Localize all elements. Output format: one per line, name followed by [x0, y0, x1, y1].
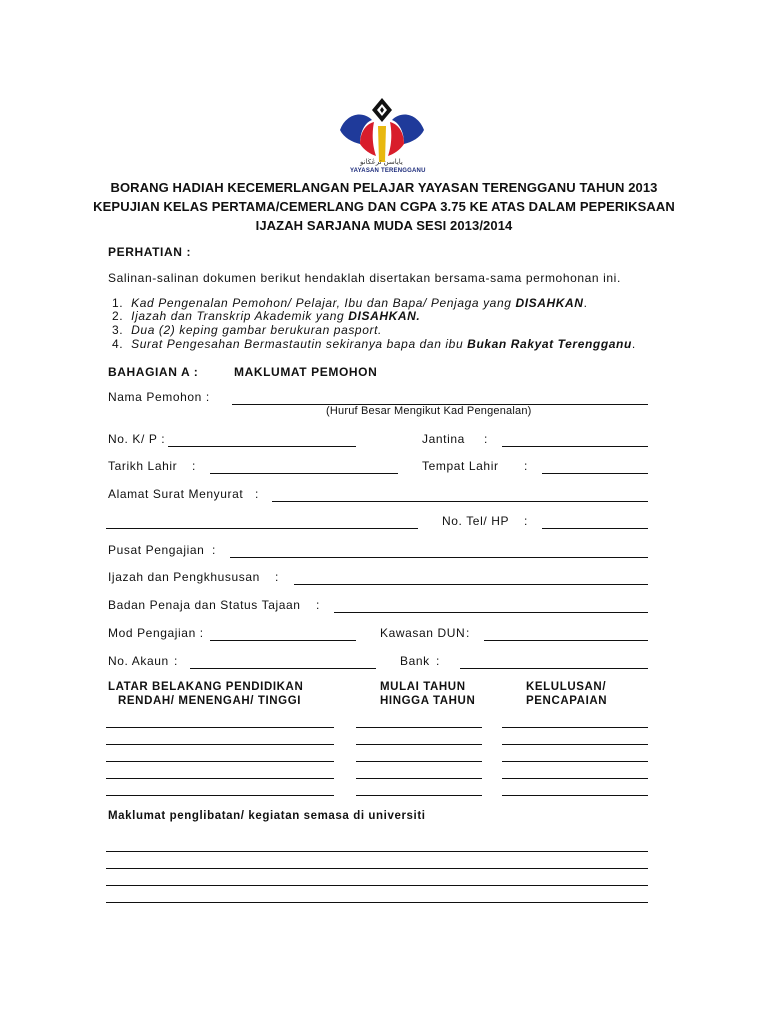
notice-item-2: [112, 309, 420, 323]
jantina-colon: :: [484, 432, 488, 446]
badan-penaja-label: Badan Penaja dan Status Tajaan: [108, 598, 301, 612]
no-kp-field[interactable]: [168, 446, 356, 447]
education-row-1-level-field[interactable]: [106, 727, 334, 728]
tempat-lahir-label: Tempat Lahir: [422, 459, 499, 473]
form-title-line-2: KEPUJIAN KELAS PERTAMA/CEMERLANG DAN CGPA 3.75 KE ATAS DALAM PEPERIKSAAN: [93, 199, 675, 214]
badan-penaja-colon: :: [316, 598, 320, 612]
notice-item-emphasis: DISAHKAN: [515, 296, 584, 310]
notice-item-text: Ijazah dan Transkrip Akademik yang: [131, 309, 349, 323]
education-row-5-level-field[interactable]: [106, 795, 334, 796]
activities-field-line-4[interactable]: [106, 902, 648, 903]
no-akaun-colon: :: [174, 654, 178, 668]
education-col3-header-line1: KELULUSAN/: [526, 681, 607, 693]
tempat-lahir-colon: :: [524, 459, 528, 473]
education-row-3-result-field[interactable]: [502, 761, 648, 762]
education-row-3-level-field[interactable]: [106, 761, 334, 762]
jantina-label: Jantina: [422, 432, 465, 446]
yayasan-terengganu-logo: [336, 96, 428, 178]
activities-field-line-2[interactable]: [106, 868, 648, 869]
notice-item-tail: .: [583, 296, 588, 310]
kawasan-dun-field[interactable]: [484, 640, 648, 641]
ijazah-colon: :: [275, 570, 279, 584]
education-row-1-year-field[interactable]: [356, 727, 482, 728]
alamat-colon: :: [255, 487, 259, 501]
form-title-line-3: IJAZAH SARJANA MUDA SESI 2013/2014: [255, 218, 513, 233]
pusat-pengajian-field[interactable]: [230, 557, 648, 558]
notice-item-text: Surat Pengesahan Bermastautin sekiranya bapa dan ibu: [131, 337, 468, 351]
education-col3-header-line2: PENCAPAIAN: [526, 695, 608, 707]
education-row-2-year-field[interactable]: [356, 744, 482, 745]
activities-heading: Maklumat penglibatan/ kegiatan semasa di universiti: [108, 810, 426, 822]
no-tel-label: No. Tel/ HP: [442, 514, 510, 528]
jantina-field[interactable]: [502, 446, 648, 447]
mod-pengajian-field[interactable]: [210, 640, 356, 641]
kawasan-dun-label: Kawasan DUN: [380, 626, 466, 640]
section-a-title: MAKLUMAT PEMOHON: [234, 365, 378, 379]
education-row-5-result-field[interactable]: [502, 795, 648, 796]
education-row-4-level-field[interactable]: [106, 778, 334, 779]
education-row-4-year-field[interactable]: [356, 778, 482, 779]
notice-item-4: [112, 337, 636, 351]
notice-item-number: 1.: [112, 296, 124, 310]
no-tel-colon: :: [524, 514, 528, 528]
alamat-field-line-1[interactable]: [272, 501, 648, 502]
badan-penaja-field[interactable]: [334, 612, 648, 613]
section-a-label: BAHAGIAN A :: [108, 365, 199, 379]
no-tel-field[interactable]: [542, 528, 648, 529]
pusat-pengajian-label: Pusat Pengajian: [108, 543, 205, 557]
pusat-pengajian-colon: :: [212, 543, 216, 557]
notice-item-emphasis: Bukan Rakyat Terengganu: [467, 337, 632, 351]
education-row-1-result-field[interactable]: [502, 727, 648, 728]
notice-item-tail: .: [631, 337, 636, 351]
nama-pemohon-label: Nama Pemohon :: [108, 390, 210, 404]
ijazah-field[interactable]: [294, 584, 648, 585]
education-row-5-year-field[interactable]: [356, 795, 482, 796]
education-row-3-year-field[interactable]: [356, 761, 482, 762]
tarikh-lahir-colon: :: [192, 459, 196, 473]
ijazah-label: Ijazah dan Pengkhususan: [108, 570, 260, 584]
tarikh-lahir-label: Tarikh Lahir: [108, 459, 178, 473]
kawasan-dun-colon: :: [466, 626, 470, 640]
notice-item-text: Dua (2) keping gambar berukuran pasport.: [131, 323, 382, 337]
activities-field-line-1[interactable]: [106, 851, 648, 852]
alamat-label: Alamat Surat Menyurat: [108, 487, 244, 501]
nama-pemohon-hint: (Huruf Besar Mengikut Kad Pengenalan): [326, 405, 532, 417]
mod-pengajian-label: Mod Pengajian :: [108, 626, 204, 640]
notice-item-number: 2.: [112, 309, 124, 323]
logo-caption: YAYASAN TERENGGANU: [350, 168, 426, 174]
education-col2-header-line2: HINGGA TAHUN: [380, 695, 476, 707]
no-akaun-field[interactable]: [190, 668, 376, 669]
education-col1-header-line2: RENDAH/ MENENGAH/ TINGGI: [118, 695, 302, 707]
notice-item-3: [112, 323, 382, 337]
no-kp-label: No. K/ P :: [108, 432, 166, 446]
education-row-2-level-field[interactable]: [106, 744, 334, 745]
bank-field[interactable]: [460, 668, 648, 669]
tempat-lahir-field[interactable]: [542, 473, 648, 474]
no-akaun-label: No. Akaun: [108, 654, 169, 668]
notice-item-number: 3.: [112, 323, 124, 337]
education-col2-header-line1: MULAI TAHUN: [380, 681, 466, 693]
logo-arabic-caption: ياياسن ترڠڬانو: [360, 159, 403, 166]
activities-field-line-3[interactable]: [106, 885, 648, 886]
notice-item-text: Kad Pengenalan Pemohon/ Pelajar, Ibu dan Bapa/ Penjaga yang: [131, 296, 516, 310]
notice-item-emphasis: DISAHKAN.: [348, 309, 421, 323]
education-row-4-result-field[interactable]: [502, 778, 648, 779]
notice-item-1: [112, 296, 588, 310]
bank-label: Bank: [400, 654, 430, 668]
logo-emblem-icon: [336, 96, 428, 166]
form-title-line-1: BORANG HADIAH KECEMERLANGAN PELAJAR YAYASAN TERENGGANU TAHUN 2013: [110, 180, 658, 195]
education-row-2-result-field[interactable]: [502, 744, 648, 745]
tarikh-lahir-field[interactable]: [210, 473, 398, 474]
bank-colon: :: [436, 654, 440, 668]
notice-heading: PERHATIAN :: [108, 245, 192, 259]
alamat-field-line-2[interactable]: [106, 528, 418, 529]
notice-item-number: 4.: [112, 337, 124, 351]
education-col1-header-line1: LATAR BELAKANG PENDIDIKAN: [108, 681, 304, 693]
notice-intro: Salinan-salinan dokumen berikut hendaklah disertakan bersama-sama permohonan ini.: [108, 271, 621, 285]
